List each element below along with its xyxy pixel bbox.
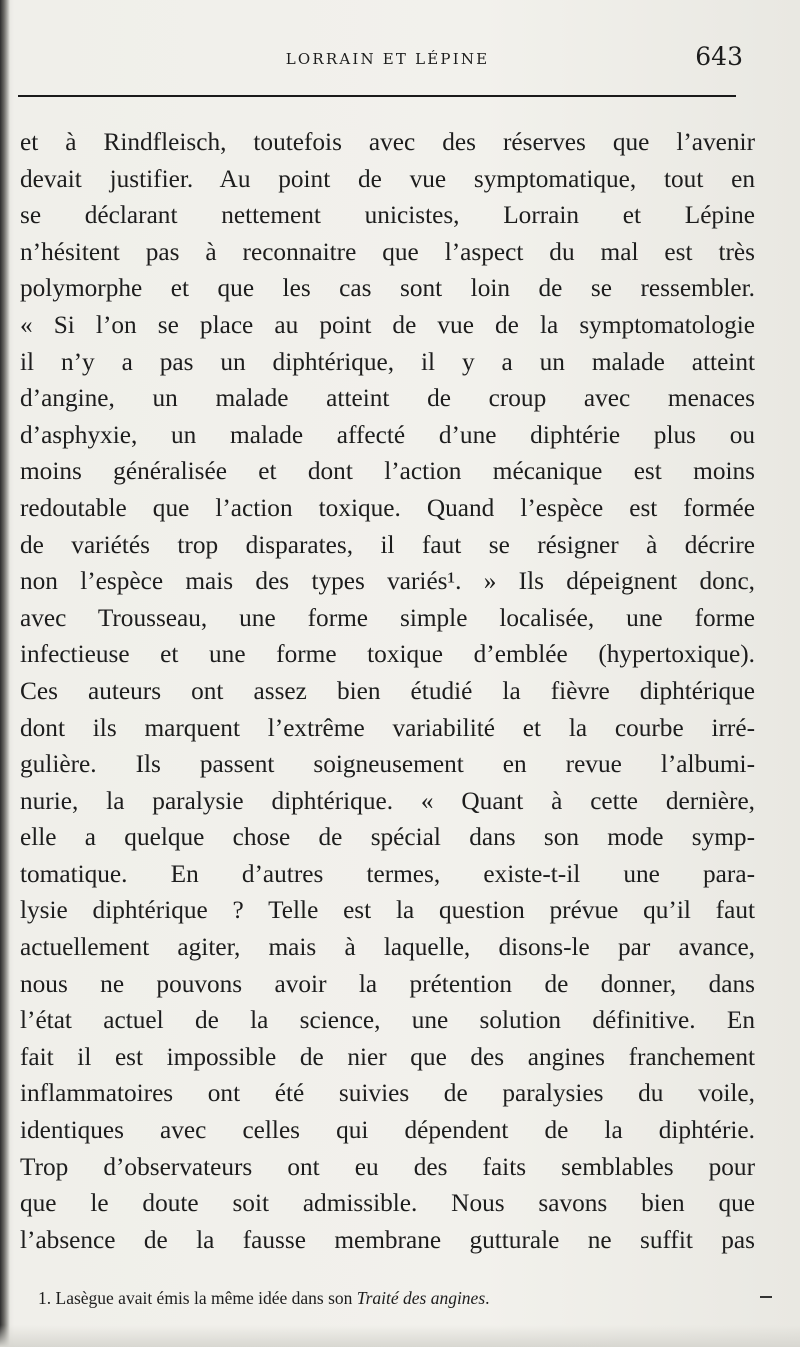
text-line: d’angine, un malade atteint de croup avec menaces xyxy=(20,384,755,413)
text-line: nous ne pouvons avoir la prétention de donner, dans xyxy=(20,969,755,998)
body-text xyxy=(20,124,755,1258)
footnote-book-title: Traité des angines xyxy=(356,1288,486,1308)
text-line: redoutable que l’action toxique. Quand l’espèce est formée xyxy=(20,493,755,522)
text-line: que le doute soit admissible. Nous savons bien que xyxy=(20,1189,755,1218)
footnote-dash xyxy=(760,1296,772,1298)
text-line: elle a quelque chose de spécial dans son mode symp- xyxy=(20,823,755,852)
text-line: non l’espèce mais des types variés¹. » Ils dépeignent donc, xyxy=(20,567,755,596)
text-line: moins généralisée et dont l’action mécanique est moins xyxy=(20,457,755,486)
footnote-text: 1. Lasègue avait émis la même idée dans son xyxy=(38,1288,357,1308)
text-line: fait il est impossible de nier que des angines franchement xyxy=(20,1042,755,1071)
text-line: actuellement agiter, mais à laquelle, disons-le par avance, xyxy=(20,933,755,962)
text-line: Trop d’observateurs ont eu des faits semblables pour xyxy=(20,1152,755,1181)
text-line: n’hésitent pas à reconnaitre que l’aspect du mal est très xyxy=(20,237,755,266)
text-line: gulière. Ils passent soigneusement en revue l’albumi- xyxy=(20,750,755,779)
text-line: tomatique. En d’autres termes, existe-t-il une para- xyxy=(20,859,755,888)
text-line: se déclarant nettement unicistes, Lorrain et Lépine xyxy=(20,201,755,230)
text-line: nurie, la paralysie diphtérique. « Quant à cette dernière, xyxy=(20,786,755,815)
text-line: d’asphyxie, un malade affecté d’une diphtérie plus ou xyxy=(20,420,755,449)
footnote-end: . xyxy=(485,1288,490,1308)
text-line: inflammatoires ont été suivies de paralysies du voile, xyxy=(20,1079,755,1108)
page-bottom-shadow xyxy=(0,1325,800,1347)
text-line: dont ils marquent l’extrême variabilité et la courbe irré- xyxy=(20,713,755,742)
page-header xyxy=(20,42,755,82)
text-line: « Si l’on se place au point de vue de la symptomatologie xyxy=(20,310,755,339)
text-line: l’absence de la fausse membrane gutturale ne suffit pas xyxy=(20,1225,755,1254)
text-line: lysie diphtérique ? Telle est la question prévue qu’il faut xyxy=(20,896,755,925)
text-line: identiques avec celles qui dépendent de la diphtérie. xyxy=(20,1116,755,1145)
text-line: l’état actuel de la science, une solution définitive. En xyxy=(20,1006,755,1035)
header-rule xyxy=(18,95,736,97)
footnote xyxy=(38,1288,758,1309)
text-line: polymorphe et que les cas sont loin de se ressembler. xyxy=(20,274,755,303)
text-line: et à Rindfleisch, toutefois avec des réserves que l’avenir xyxy=(20,128,755,156)
text-line: Ces auteurs ont assez bien étudié la fièvre diphtérique xyxy=(20,676,755,705)
text-line: devait justifier. Au point de vue symptomatique, tout en xyxy=(20,164,755,193)
text-line: avec Trousseau, une forme simple localisée, une forme xyxy=(20,603,755,632)
text-line: il n’y a pas un diphtérique, il y a un malade atteint xyxy=(20,347,755,376)
page-number: 643 xyxy=(695,42,743,71)
text-line: de variétés trop disparates, il faut se résigner à décrire xyxy=(20,530,755,559)
text-line: infectieuse et une forme toxique d’emblée (hypertoxique). xyxy=(20,640,755,669)
page-binding-shadow xyxy=(0,0,10,1347)
running-title: LORRAIN ET LÉPINE xyxy=(285,50,490,68)
